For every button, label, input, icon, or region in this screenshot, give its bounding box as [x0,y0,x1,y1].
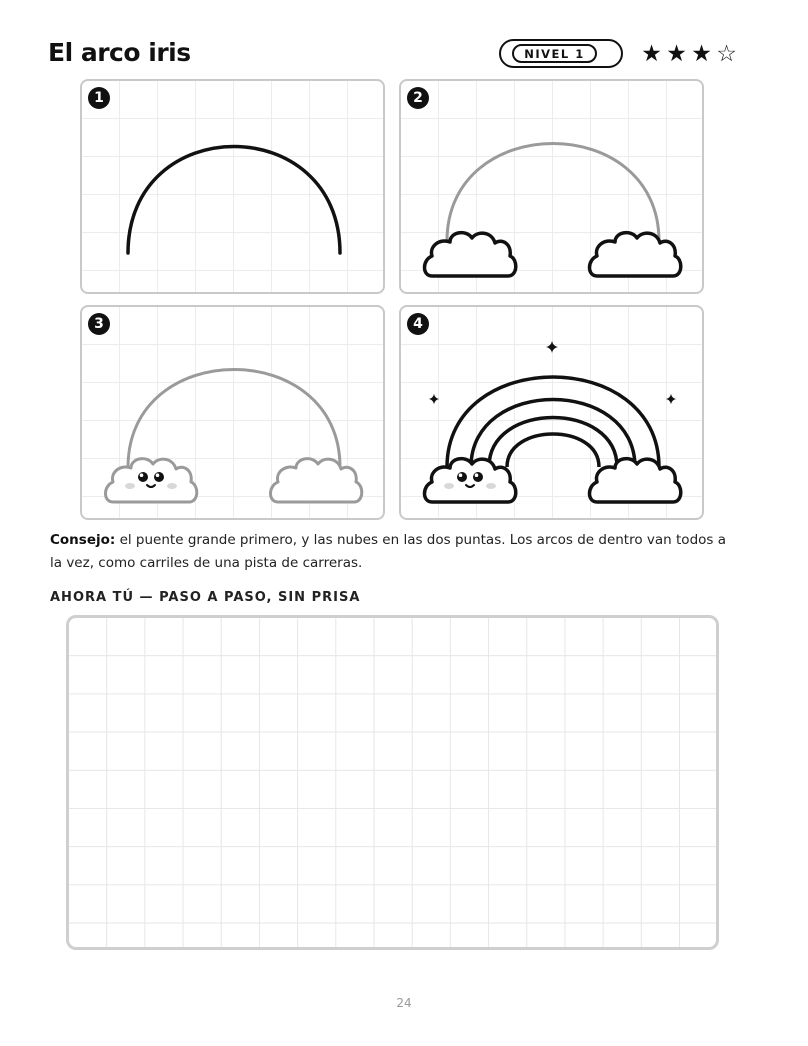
step-panel-2 [399,79,704,294]
level-badge [499,39,623,68]
step-panel-4 [399,305,704,520]
step-3-drawing [82,307,385,520]
right-cloud [271,459,362,502]
star-outline-icon: ☆ [716,41,737,67]
tip-label: Consejo: [50,532,116,548]
step-number-badge: 1 [88,87,110,109]
step-panel-1 [80,79,385,294]
left-cloud [425,233,516,276]
right-cloud [590,233,681,276]
sparkle-icon [429,394,439,404]
page-number: 24 [396,996,412,1010]
tip-paragraph [50,529,740,575]
left-cloud-with-face [106,459,197,502]
inner-arc [507,434,599,467]
practice-drawing-area[interactable] [66,615,719,950]
sparkle-icon [666,394,676,404]
arch-guide [447,144,659,242]
tip-text: el puente grande primero, y las nubes en las dos puntas. Los arcos de dentro van todos a la vez, como carriles de una pista de carreras. [50,532,726,571]
star-filled-icon: ★ [691,41,712,67]
star-filled-icon: ★ [641,41,662,67]
left-cloud-with-face [425,459,516,502]
page-title: El arco iris [48,38,191,67]
step-number-badge: 3 [88,313,110,335]
practice-heading: AHORA TÚ — PASO A PASO, SIN PRISA [50,590,361,605]
arch-guide [128,370,340,468]
level-label: NIVEL 1 [512,44,597,63]
step-number-badge: 4 [407,313,429,335]
step-panel-3 [80,305,385,520]
outer-arc [447,377,659,467]
arch-outline [128,147,340,254]
step-4-drawing [401,307,704,520]
difficulty-stars [640,40,738,68]
step-2-drawing [401,81,704,294]
right-cloud [590,459,681,502]
step-number-badge: 2 [407,87,429,109]
star-filled-icon: ★ [666,41,687,67]
sparkle-icon [546,341,558,353]
step-1-drawing [82,81,385,294]
